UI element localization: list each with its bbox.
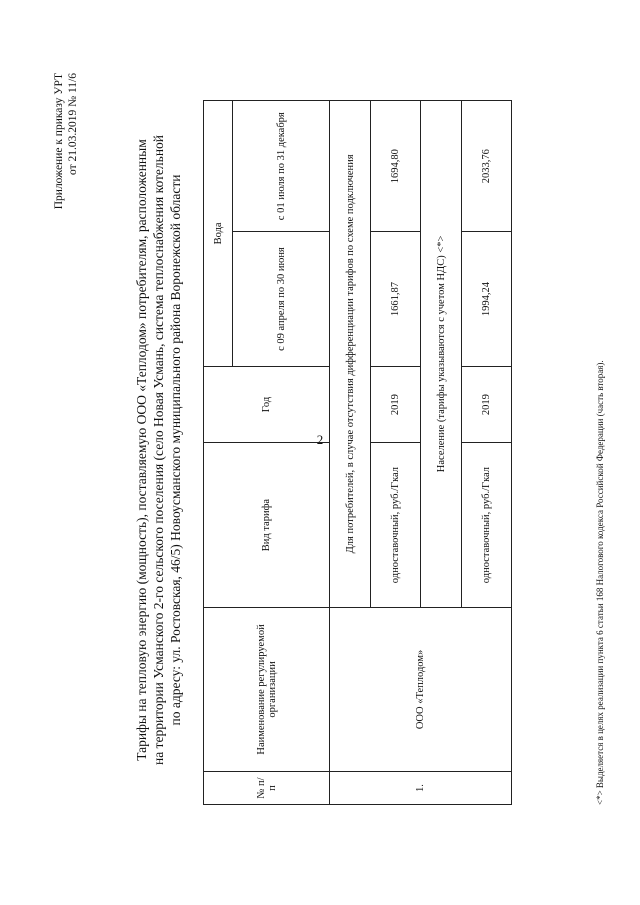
document-title [133,75,184,825]
tariff-period-1: 1661,87 [371,232,421,366]
row-number: 1. [330,772,512,805]
header-period-1: с 09 апреля по 30 июня [233,232,330,366]
title-line-2: на территории Усманского 2-го сельского поселения (село Новая Усмань, система теплоснабжения котельной [151,134,166,766]
appendix-note [52,73,80,209]
tariff-year: 2019 [371,366,421,443]
tariff-table [203,100,512,805]
header-org: Наименование регулируемой организации [204,607,330,771]
tariff-period-2: 1694,80 [371,101,421,232]
organization-name: ООО «Теплодом» [330,607,512,771]
tariff-year: 2019 [462,366,512,443]
tariff-period-2: 2033,76 [462,101,512,232]
appendix-line-1: Приложение к приказу УРТ [53,73,65,210]
header-row-1 [204,101,233,805]
title-line-1: Тарифы на тепловую энергию (мощность), поставляемую ООО «Теплодом» потребителям, расположенным [134,139,149,761]
appendix-line-2: от 21.03.2019 № 11/6 [67,73,79,175]
title-line-3: по адресу: ул. Ростовская, 46/5) Новоусманского муниципального района Воронежской области [168,174,183,726]
header-water: Вода [204,101,233,367]
group-row-consumers [330,101,371,805]
page-number: 2 [316,432,324,447]
header-year: Год [204,366,330,443]
tariff-kind: одноставочный, руб./Гкал [371,443,421,607]
header-no: № п/п [204,772,330,805]
tariff-kind: одноставочный, руб./Гкал [462,443,512,607]
header-kind: Вид тарифа [204,443,330,607]
group-label-population: Население (тарифы указываются с учетом НДС) <*> [421,101,462,608]
footnote: <*> Выделяется в целях реализации пункта 6 статьи 168 Налогового кодекса Российской Федерации (часть вторая). [595,360,605,805]
header-period-2: с 01 июля по 31 декабря [233,101,330,232]
tariff-period-1: 1994,24 [462,232,512,366]
group-label-consumers: Для потребителей, в случае отсутствия дифференциации тарифов по схеме подключения [330,101,371,608]
